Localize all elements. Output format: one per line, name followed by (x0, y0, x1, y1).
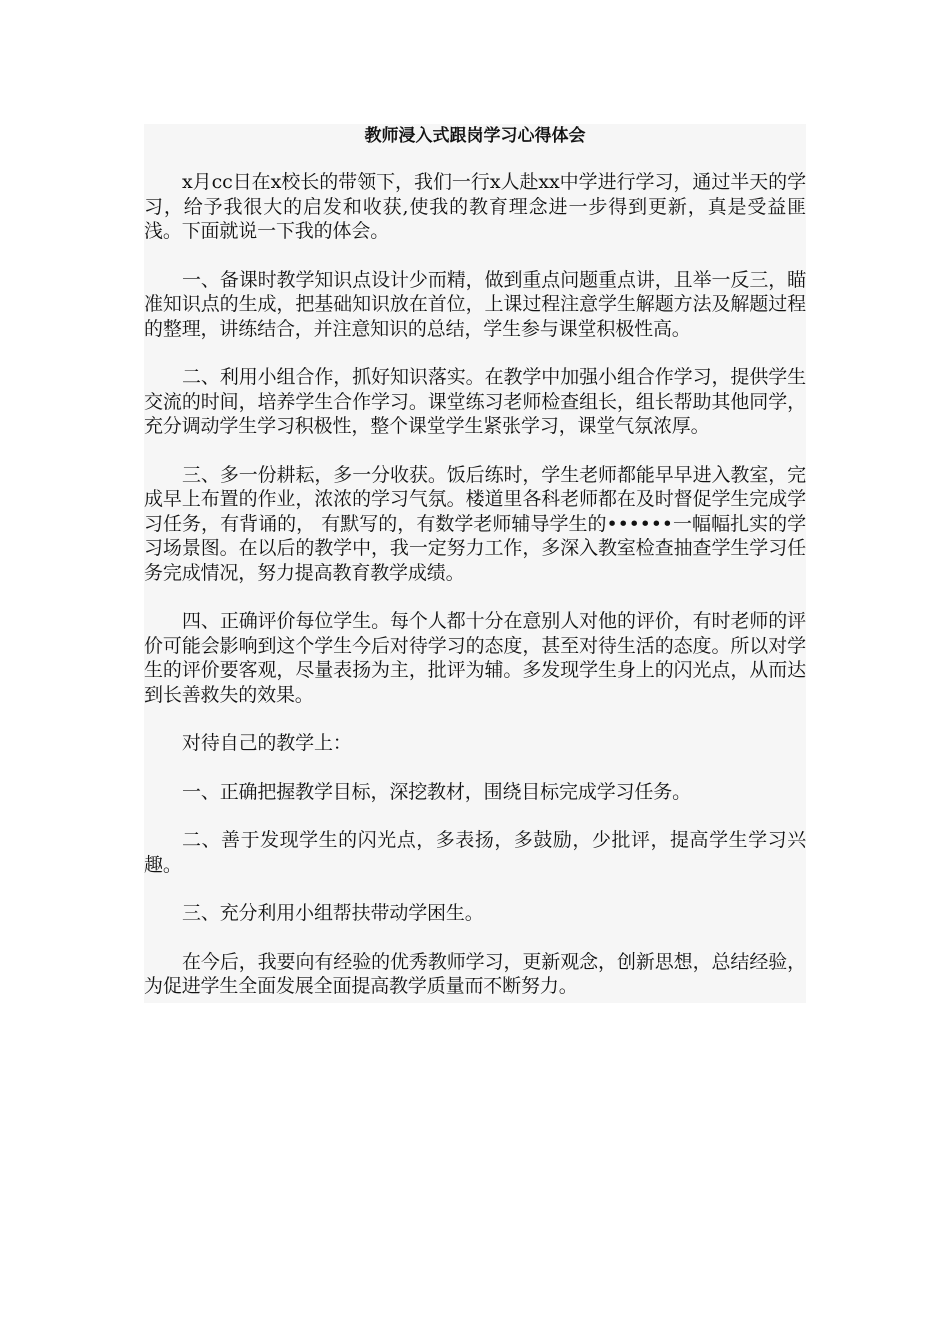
document-body (144, 124, 806, 1003)
paragraph-point-3: 三、多一份耕耘，多一分收获。饭后练时，学生老师都能早早进入教室，完成早上布置的作业，浓浓的学习气氛。楼道里各科老师都在及时督促学生完成学习任务，有背诵的， 有默写的，有数学老师辅导学生的••••••一幅幅扎实的学习场景图。在以后的教学中，我一定努力工作，多深入教室检查抽查学生学习任务完成情况，努力提高教育教学成绩。 (144, 463, 806, 584)
paragraph-point-4: 四、正确评价每位学生。每个人都十分在意别人对他的评价，有时老师的评价可能会影响到这个学生今后对待学习的态度，甚至对待生活的态度。所以对学生的评价要客观，尽量表扬为主，批评为辅。多发现学生身上的闪光点，从而达到长善救失的效果。 (144, 610, 806, 706)
paragraph-point-2: 二、利用小组合作，抓好知识落实。在教学中加强小组合作学习，提供学生交流的时间，培养学生合作学习。课堂练习老师检查组长，组长帮助其他同学，充分调动学生学习积极性，整个课堂学生紧张学习，课堂气氛浓厚。 (144, 366, 806, 437)
paragraph-point-1: 一、备课时教学知识点设计少而精，做到重点问题重点讲，且举一反三，瞄准知识点的生成，把基础知识放在首位，上课过程注意学生解题方法及解题过程的整理，讲练结合，并注意知识的总结，学生参与课堂积极性高。 (144, 268, 806, 340)
paragraph-conclusion: 在今后，我要向有经验的优秀教师学习，更新观念，创新思想，总结经验，为促进学生全面发展全面提高教学质量而不断努力。 (144, 950, 806, 997)
paragraph-own-1: 一、正确把握教学目标，深挖教材，围绕目标完成学习任务。 (182, 780, 691, 803)
document-title: 教师浸入式跟岗学习心得体会 (364, 126, 586, 146)
paragraph-own-teaching-heading: 对待自己的教学上： (182, 732, 352, 754)
paragraph-own-3: 三、充分利用小组帮扶带动学困生。 (182, 902, 484, 924)
paragraph-own-2: 二、善于发现学生的闪光点，多表扬，多鼓励，少批评，提高学生学习兴趣。 (144, 829, 806, 876)
paragraph-intro: x月cc日在x校长的带领下，我们一行x人赴xx中学进行学习，通过半天的学习，给予我很大的启发和收获,使我的教育理念进一步得到更新，真是受益匪浅。下面就说一下我的体会。 (144, 171, 806, 242)
